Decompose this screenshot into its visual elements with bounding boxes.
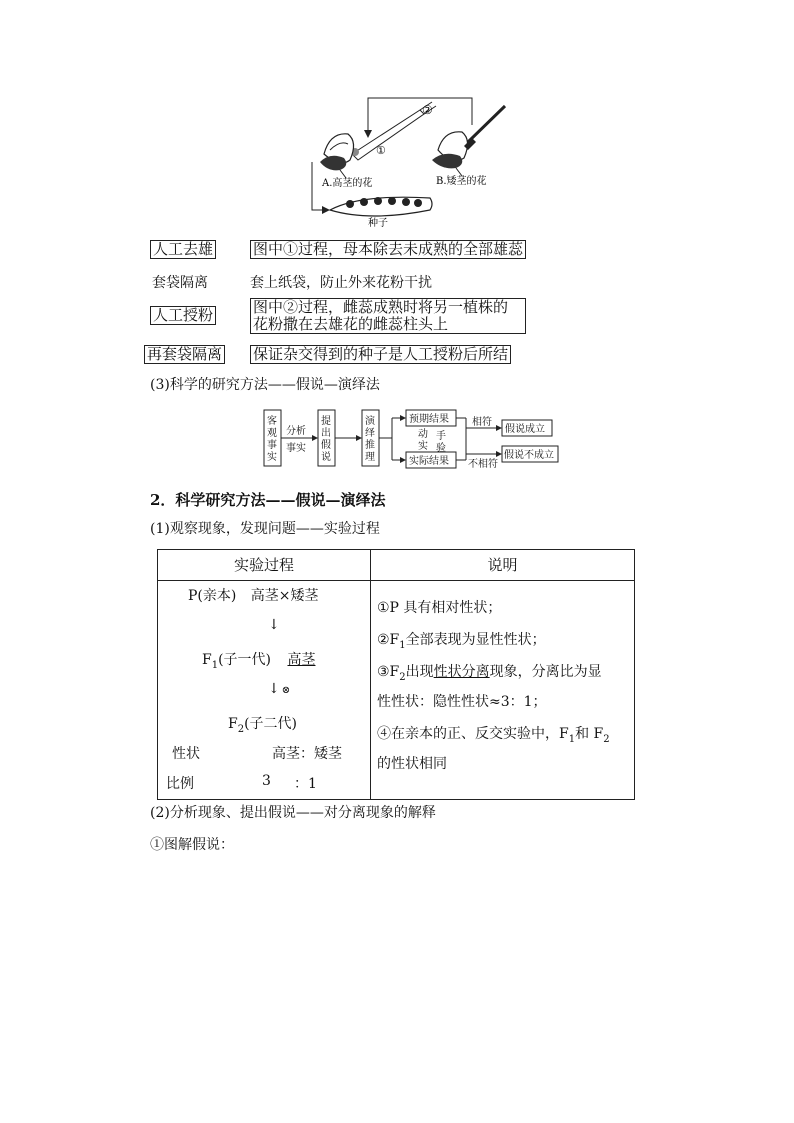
analyze-top-label: 分析 <box>286 426 306 437</box>
p-line <box>188 585 319 605</box>
dwarf-flower-icon <box>432 132 468 176</box>
note-3-c: 现象，分离比为显 <box>489 664 602 680</box>
pollination-figure <box>300 92 530 232</box>
fact-char-3: 事 <box>267 440 277 451</box>
f1-gen: (子一代) <box>218 652 272 668</box>
p-cross: 高茎×矮茎 <box>250 588 319 604</box>
mark-1: ① <box>376 144 386 157</box>
predict-label: 预期结果 <box>409 414 449 425</box>
step-name-castration: 人工去雄 <box>150 240 216 259</box>
label-seed: 种子 <box>368 218 388 229</box>
note-1: ①P 具有相对性状； <box>377 600 502 616</box>
note-2-sub: 1 <box>399 639 406 651</box>
step-name-bagging: 套袋隔离 <box>152 275 208 291</box>
section2-title: 2．科学研究方法——假说—演绎法 <box>150 491 386 509</box>
actual-label: 实际结果 <box>409 456 449 467</box>
selfing-icon: ⊗ <box>281 685 291 696</box>
col-header-process: 实验过程 <box>158 550 371 581</box>
action-char-1: 动 <box>418 429 428 440</box>
arrow-down-1: ↓ <box>268 617 280 633</box>
f2-line <box>228 713 297 735</box>
match-label: 相符 <box>472 417 492 428</box>
pollination-desc-line2: 花粉撒在去雄花的雌蕊柱头上 <box>253 315 449 333</box>
col-header-notes: 说明 <box>371 550 635 581</box>
process-cell <box>158 581 371 800</box>
note-2-a: ②F <box>377 632 400 648</box>
ratio-value-a: 3 <box>262 773 271 789</box>
f1-line <box>202 649 315 671</box>
deduce-char-1: 演 <box>365 416 375 427</box>
note-3-underlined: 性状分离 <box>433 664 490 680</box>
step-desc-bagging: 套上纸袋，防止外来花粉干扰 <box>250 275 432 291</box>
f1-trait: 高茎 <box>287 652 316 668</box>
hypo-char-1: 提 <box>321 416 331 427</box>
arrow-down-2-glyph: ↓ <box>268 681 280 697</box>
notes-cell <box>371 581 635 800</box>
f2-f: F <box>228 716 238 732</box>
ratio-value-b: ：1 <box>294 776 317 792</box>
seed-pod-icon <box>330 197 432 216</box>
label-tall-flower: A.高茎的花 <box>322 178 373 189</box>
hypo-char-2: 出 <box>321 428 331 439</box>
sub2-heading: (2)分析现象、提出假说——对分离现象的解释 <box>150 805 436 821</box>
note-4-cont: 的性状相同 <box>377 756 447 772</box>
action-char-2: 实 <box>418 441 428 452</box>
analyze-bottom-label: 事实 <box>286 443 306 454</box>
note-3-cont: 性性状：隐性性状≈3：1； <box>377 694 547 710</box>
trait-label: 性状 <box>172 746 200 762</box>
fact-char-2: 观 <box>267 428 277 439</box>
note-3-a: ③F <box>377 664 400 680</box>
f2-gen: (子二代) <box>244 716 298 732</box>
step-name-pollination: 人工授粉 <box>150 306 216 325</box>
note-3-b: 出现 <box>405 664 434 680</box>
mark-2: ② <box>422 103 433 117</box>
arrow-down-2 <box>268 681 290 697</box>
f2-sub: 2 <box>237 723 245 735</box>
label-dwarf-flower: B.矮茎的花 <box>436 176 487 187</box>
method-heading: (3)科学的研究方法——假说—演绎法 <box>150 377 380 393</box>
fact-char-4: 实 <box>267 452 277 463</box>
hypothesis-fail-label: 假说不成立 <box>504 450 554 461</box>
f1-sub: 1 <box>211 659 219 671</box>
hypo-char-3: 假 <box>321 440 331 451</box>
note-4-sub2: 2 <box>603 733 610 745</box>
note-3-sub: 2 <box>399 671 406 683</box>
step-name-rebagging: 再套袋隔离 <box>144 345 225 364</box>
note-2-b: 全部表现为显性性状； <box>405 632 546 648</box>
hypothesis-ok-label: 假说成立 <box>505 424 545 435</box>
note-4-b: 和 F <box>575 726 604 742</box>
action-char-3: 手 <box>436 431 446 442</box>
brush-icon <box>464 106 505 150</box>
note-4-a: ④在亲本的正、反交实验中，F <box>377 726 569 742</box>
sub1-heading: (1)观察现象，发现问题——实验过程 <box>150 521 380 537</box>
tall-flower-icon <box>320 134 354 178</box>
note-3 <box>377 661 602 683</box>
trait-value: 高茎：矮茎 <box>272 746 342 762</box>
note-2 <box>377 629 546 651</box>
ratio-label: 比例 <box>166 776 194 792</box>
pollination-desc-line1: 图中②过程，雌蕊成熟时将另一植株的 <box>253 298 509 316</box>
step-desc-castration: 图中①过程，母本除去未成熟的全部雄蕊 <box>250 240 526 259</box>
hypothesis-deduction-flowchart <box>262 406 562 476</box>
note-4 <box>377 723 610 745</box>
deduce-char-3: 推 <box>365 440 375 451</box>
action-char-4: 验 <box>436 443 446 454</box>
hypo-char-4: 说 <box>321 452 331 463</box>
deduce-char-4: 理 <box>365 452 375 463</box>
nomatch-label: 不相符 <box>468 459 498 470</box>
f1-f: F <box>202 652 212 668</box>
step-desc-pollination <box>250 298 526 334</box>
p-label: P(亲本) <box>188 588 237 604</box>
sub3-heading: ①图解假说： <box>150 837 234 853</box>
fact-char-1: 客 <box>267 416 277 427</box>
deduce-char-2: 绎 <box>365 428 375 439</box>
step-desc-rebagging: 保证杂交得到的种子是人工授粉后所结 <box>250 345 511 364</box>
note-4-sub1: 1 <box>568 733 576 745</box>
experiment-table <box>157 549 635 800</box>
